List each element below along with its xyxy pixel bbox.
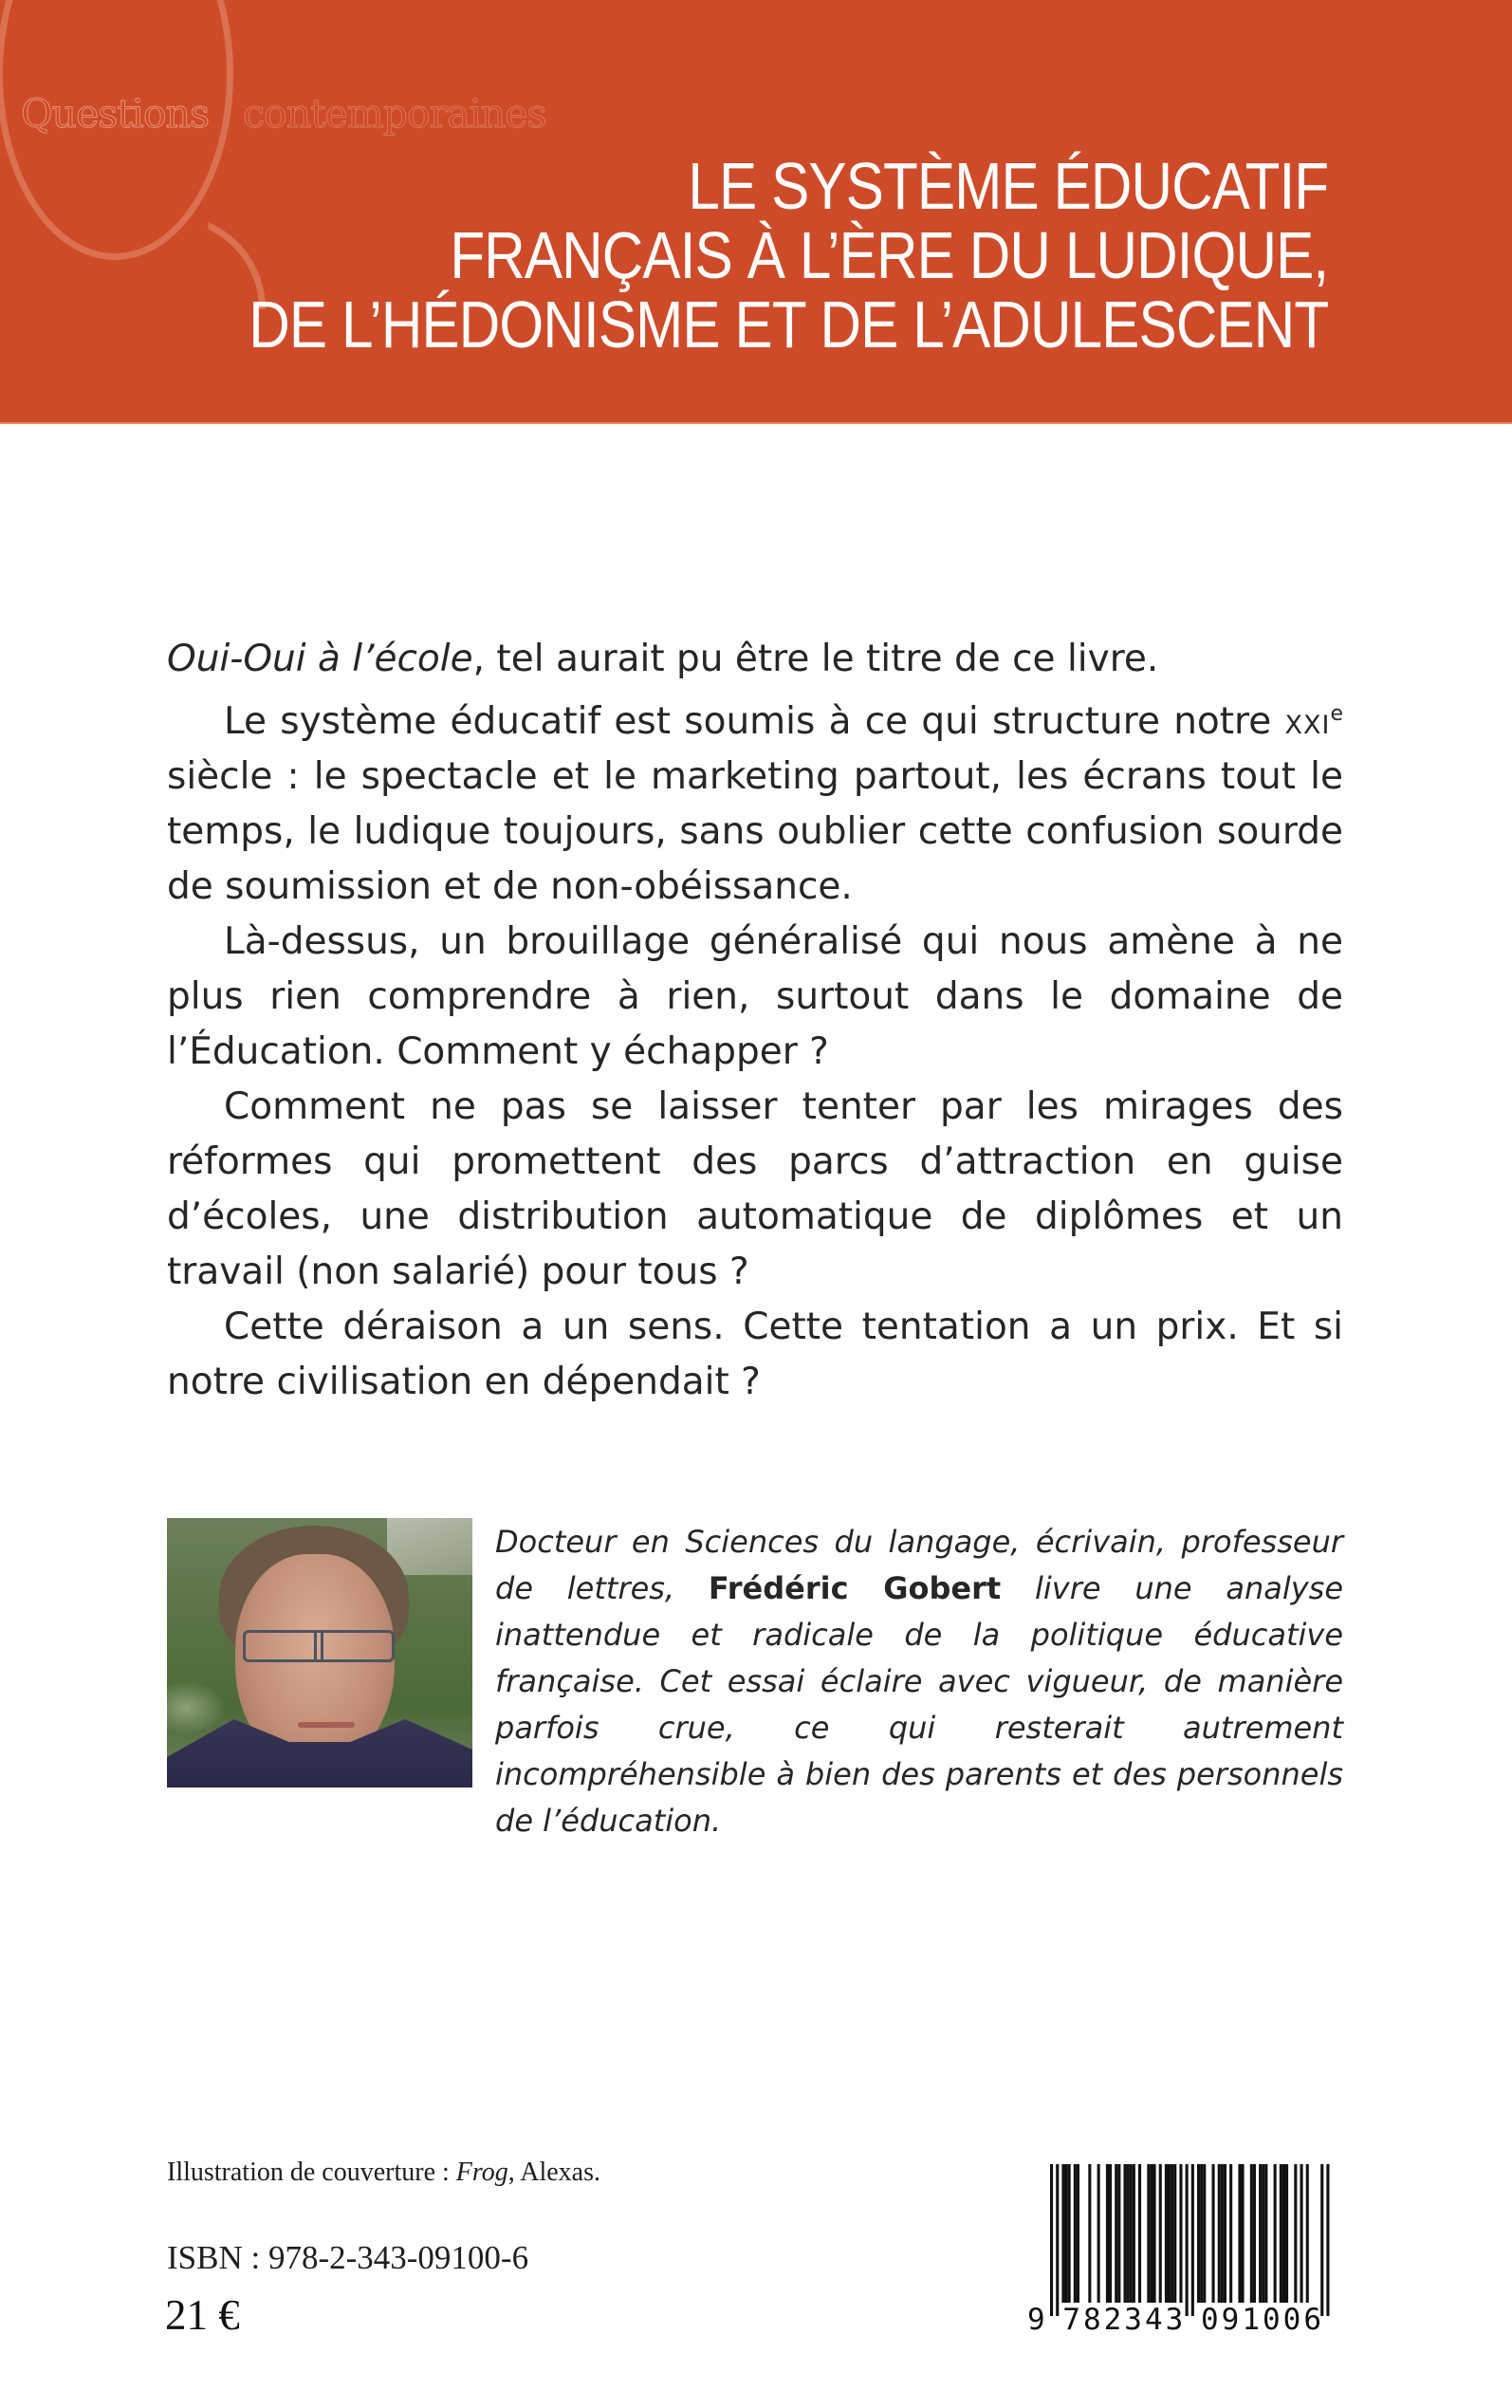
- credit-work-title: Frog: [455, 2158, 508, 2187]
- photo-mouth: [298, 1722, 355, 1728]
- svg-text:9: 9: [1027, 2303, 1048, 2335]
- ean13-barcode: [1027, 2164, 1346, 2335]
- title-line-3: DE L’HÉDONISME ET DE L’ADULESCENT: [248, 287, 1328, 361]
- blurb-paragraph-2: [167, 687, 1343, 915]
- photo-glasses: [243, 1630, 395, 1662]
- book-title: [248, 149, 1328, 361]
- credit-label: Illustration de couverture :: [167, 2158, 456, 2187]
- series-word-contemporaines: contemporaines: [243, 91, 546, 137]
- blurb-text: , tel aurait pu être le titre de ce livre.: [472, 638, 1159, 680]
- blurb-paragraph-3: Là-dessus, un brouillage généralisé qui nous amène à ne plus rien comprendre à rien, surtout dans le domaine de l’Éducation. Comment y échapper ?: [167, 920, 1343, 1073]
- blurb-paragraph-4: Comment ne pas se laisser tenter par les mirages des réformes qui promettent des parcs d’attraction en guise d’écoles, une distribution automatique de diplômes et un travail (non salarié) pour tous ?: [167, 1085, 1343, 1293]
- blurb-text: Le système éducatif est soumis à ce qui structure notre: [224, 700, 1285, 743]
- title-line-2: FRANÇAIS À L’ÈRE DU LUDIQUE,: [450, 218, 1328, 292]
- blurb-paragraph-5: Cette déraison a un sens. Cette tentation a un prix. Et si notre civilisation en dépendait ?: [167, 1306, 1343, 1403]
- svg-text:782343: 782343: [1062, 2303, 1187, 2335]
- blurb-paragraph-1: [167, 632, 1343, 687]
- blurb-text: siècle : le spectacle et le marketing partout, les écrans tout le temps, le ludique toujours, sans oublier cette confusion sourde de soumission et de non-obéissance.: [167, 755, 1343, 908]
- series-name: [21, 91, 546, 137]
- back-cover-blurb: [167, 632, 1343, 1410]
- century-numeral: xxi: [1284, 700, 1331, 743]
- author-name: Frédéric Gobert: [708, 1570, 1002, 1606]
- series-word-questions: Questions: [21, 91, 210, 137]
- author-portrait-photo: [167, 1518, 472, 1787]
- price: 21 €: [165, 2291, 240, 2339]
- century-superscript: e: [1330, 702, 1343, 726]
- title-line-1: LE SYSTÈME ÉDUCATIF: [688, 149, 1328, 223]
- bio-intro: Docteur en Sciences du langage, écrivain, professeur de lettres,: [495, 1524, 1343, 1606]
- credit-artist: , Alexas.: [507, 2158, 600, 2187]
- cover-illustration-credit: [167, 2158, 600, 2188]
- author-bio: [495, 1519, 1343, 1844]
- barcode-icon: [1027, 2164, 1346, 2335]
- blurb-italic-title: Oui-Oui à l’école: [167, 638, 473, 680]
- svg-text:091006: 091006: [1201, 2303, 1324, 2335]
- cover-header-band: [0, 0, 1512, 424]
- isbn: ISBN : 978-2-343-09100-6: [167, 2239, 529, 2276]
- bio-rest: livre une analyse inattendue et radicale de la politique éducative française. Cet essai éclaire avec vigueur, de manière parfois crue, ce qui resterait autrement incompréhensible à bien des parents et des personnels de l’éducation.: [495, 1570, 1344, 1839]
